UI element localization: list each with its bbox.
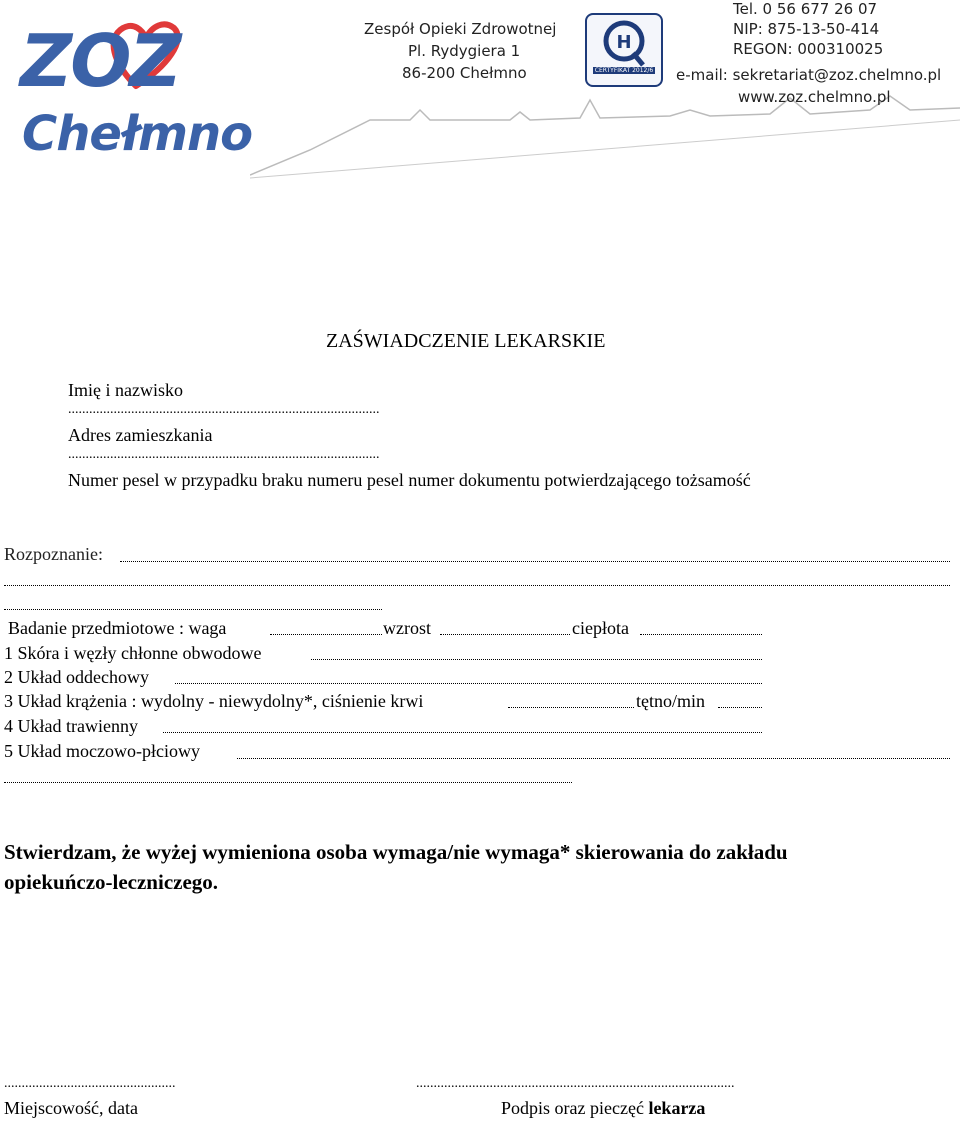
statement-line-1: Stwierdzam, że wyżej wymieniona osoba wymaga/nie wymaga* skierowania do zakładu [4, 840, 788, 864]
signature-label-bold: lekarza [648, 1098, 706, 1118]
digestive-field[interactable] [163, 732, 762, 733]
diagnosis-field-line-1[interactable] [120, 561, 950, 562]
respiratory-field[interactable] [175, 683, 762, 684]
svg-text:Chełmno: Chełmno [22, 106, 253, 158]
skin-lymph-label: 1 Skóra i węzły chłonne obwodowe [4, 643, 262, 663]
svg-text:ZOZ: ZOZ [20, 19, 180, 103]
pulse-label: tętno/min [636, 691, 705, 711]
quality-certificate-badge [585, 13, 663, 87]
place-date-label: Miejscowość, data [4, 1098, 138, 1118]
urogenital-field-line-1[interactable] [237, 758, 950, 759]
diagnosis-field-line-3[interactable] [4, 609, 382, 610]
zoz-chelmno-logo [18, 8, 253, 158]
address-label: Adres zamieszkania [68, 425, 213, 445]
signature-label-text: Podpis oraz pieczęć [501, 1098, 644, 1118]
email-link[interactable]: e-mail: sekretariat@zoz.chelmno.pl [676, 66, 942, 84]
place-date-field[interactable]: ................................................. [4, 1076, 176, 1091]
diagnosis-label: Rozpoznanie: [4, 544, 103, 564]
phone-number: Tel. 0 56 677 26 07 [733, 0, 878, 18]
digestive-label: 4 Układ trawienny [4, 716, 138, 736]
nip-number: NIP: 875-13-50-414 [733, 20, 880, 38]
signature-field[interactable]: ........................................................................................... [416, 1076, 735, 1091]
skin-lymph-field[interactable] [311, 659, 762, 660]
blood-pressure-field[interactable] [508, 707, 634, 708]
height-label: wzrost [383, 618, 431, 638]
temperature-label: ciepłota [572, 618, 629, 638]
temperature-field[interactable] [640, 634, 762, 635]
weight-field[interactable] [270, 634, 382, 635]
urogenital-label: 5 Układ moczowo-płciowy [4, 741, 200, 761]
regon-number: REGON: 000310025 [733, 40, 884, 58]
document-title: ZAŚWIADCZENIE LEKARSKIE [326, 330, 606, 352]
pulse-field[interactable] [718, 707, 762, 708]
diagnosis-field-line-2[interactable] [4, 585, 950, 586]
statement-line-2: opiekuńczo-leczniczego. [4, 870, 219, 894]
pesel-label: Numer pesel w przypadku braku numeru pesel numer dokumentu potwierdzającego tożsamość [68, 470, 751, 490]
circulatory-label: 3 Układ krążenia : wydolny - niewydolny*, ciśnienie krwi [4, 691, 424, 711]
urogenital-field-line-2[interactable] [4, 782, 572, 783]
exam-weight-label: Badanie przedmiotowe : waga [8, 618, 227, 638]
height-field[interactable] [440, 634, 570, 635]
certificate-label: CERTYFIKAT 2012/6 [594, 67, 654, 74]
website-link[interactable]: www.zoz.chelmno.pl [738, 88, 891, 106]
name-label: Imię i nazwisko [68, 380, 183, 400]
org-city: 86-200 Chełmno [402, 64, 527, 82]
signature-label [501, 1098, 705, 1119]
org-street: Pl. Rydygiera 1 [408, 42, 521, 60]
svg-text:H: H [616, 32, 632, 53]
address-field[interactable]: ......................................................................................... [68, 447, 380, 462]
name-field[interactable]: ......................................................................................... [68, 402, 380, 417]
org-name: Zespół Opieki Zdrowotnej [364, 20, 557, 38]
q-certificate-icon [587, 15, 661, 67]
respiratory-label: 2 Układ oddechowy [4, 667, 149, 687]
